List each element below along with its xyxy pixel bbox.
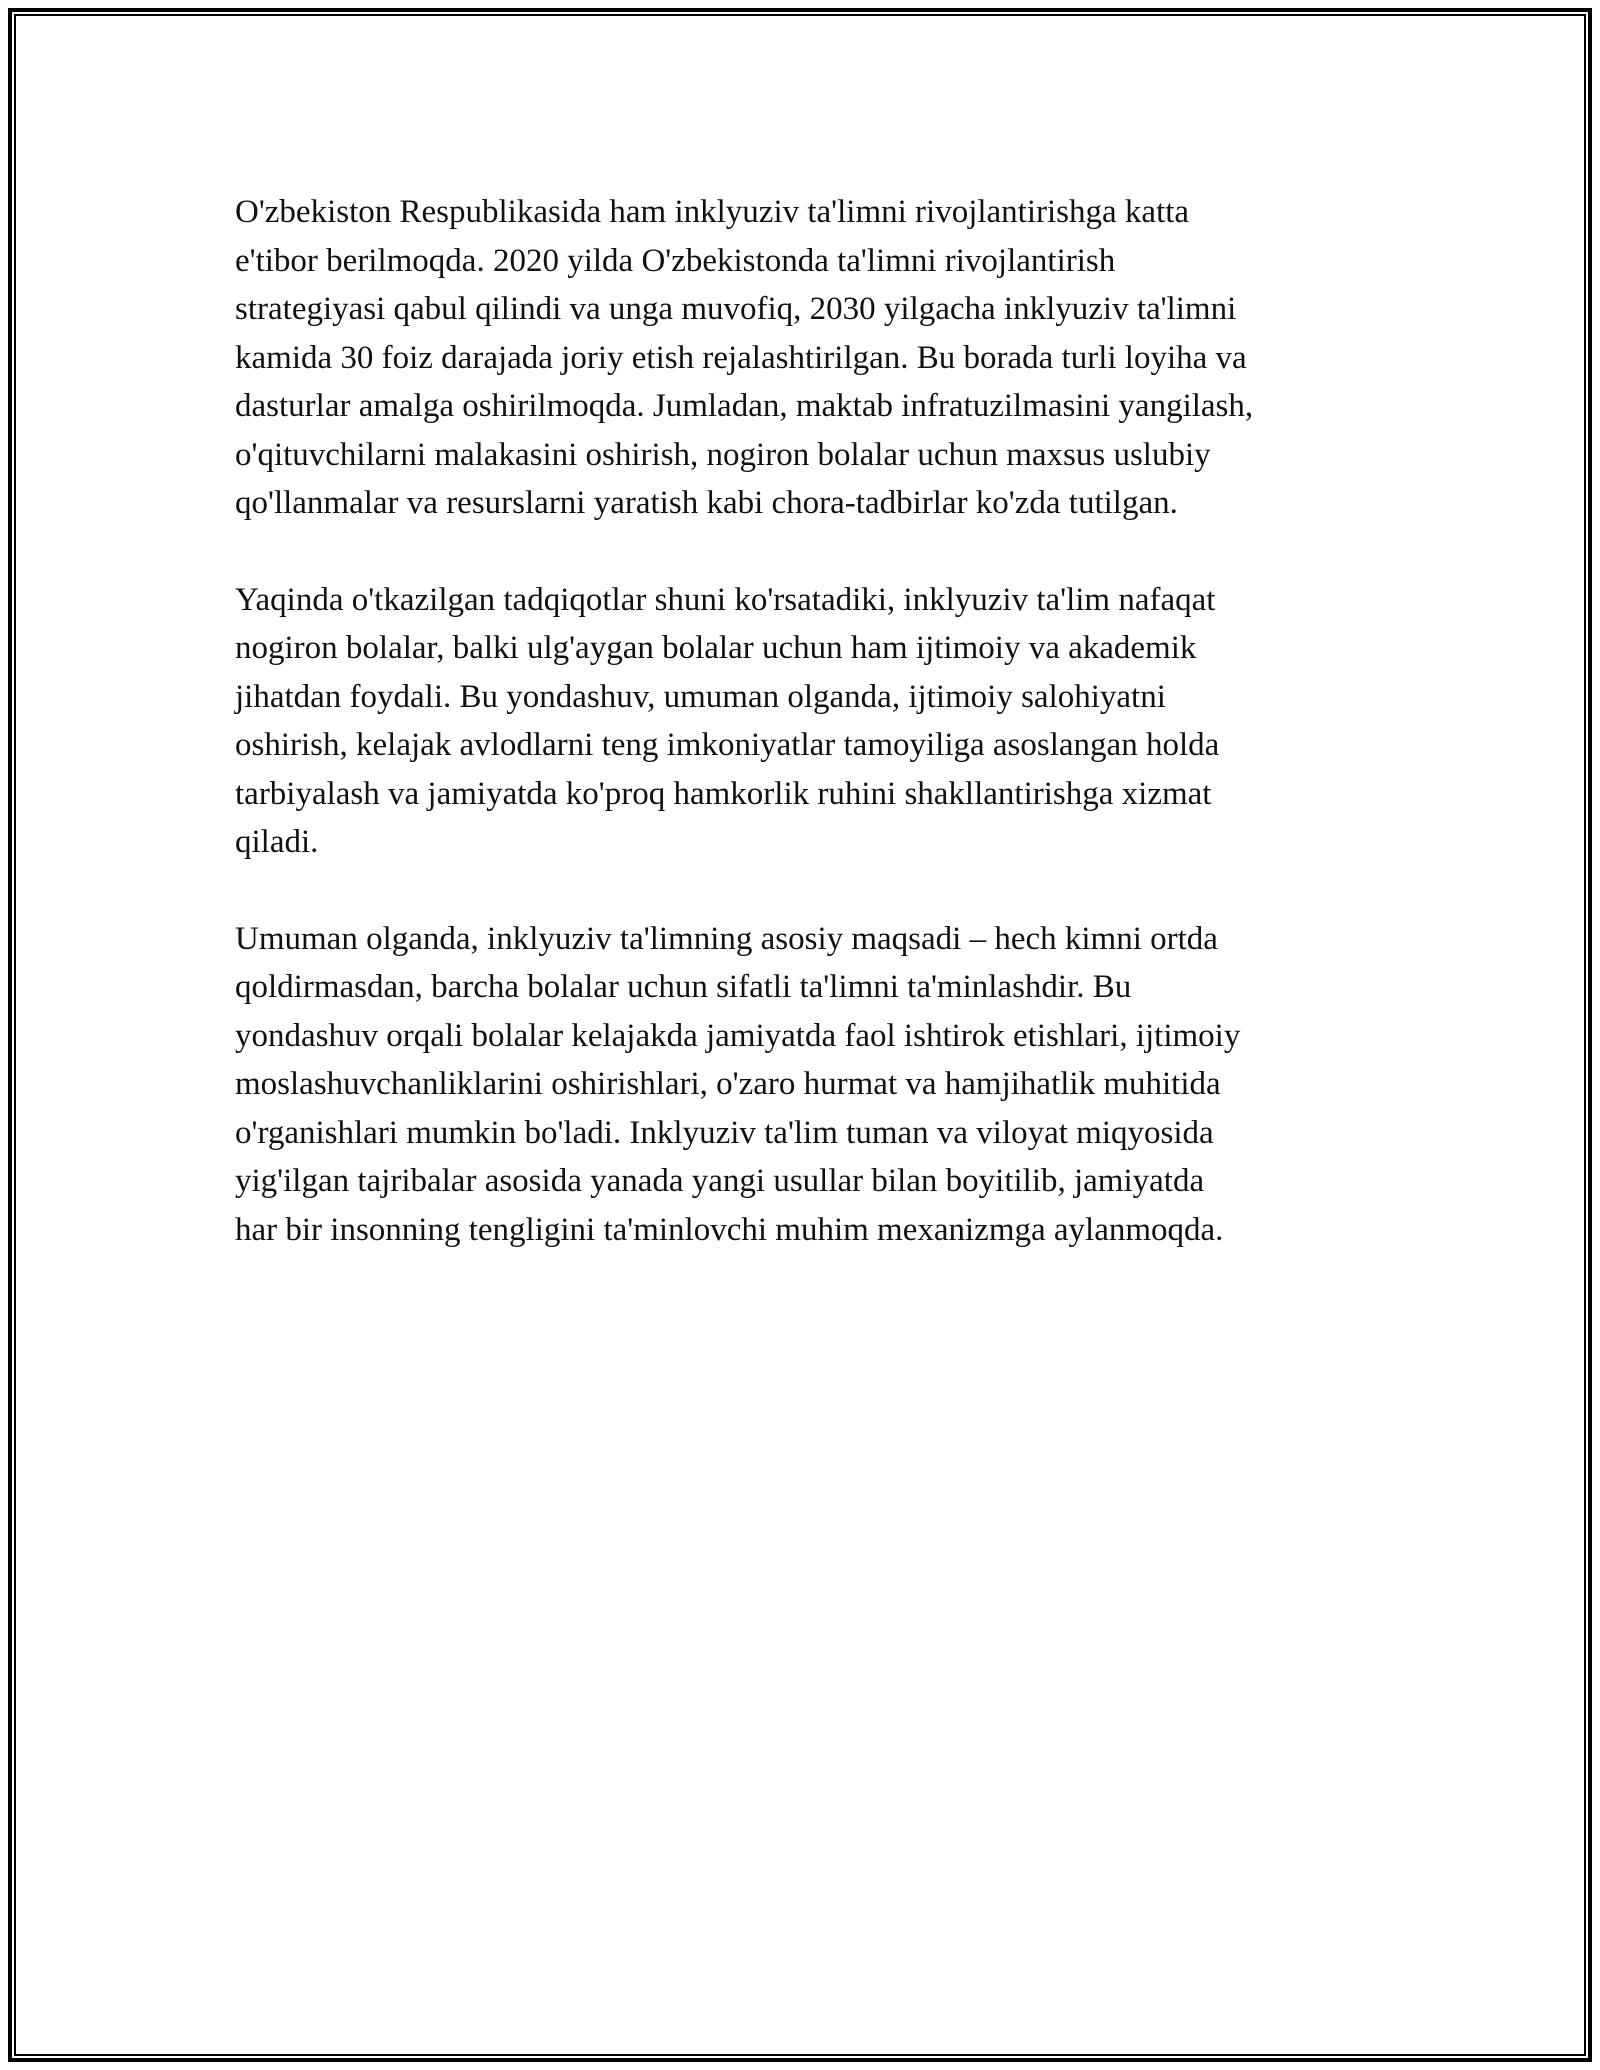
text-line: dasturlar amalga oshirilmoqda. Jumladan, maktab infratuzilmasini yangilash, (235, 388, 1254, 424)
text-line: yondashuv orqali bolalar kelajakda jamiyatda faol ishtirok etishlari, ijtimoiy (235, 1017, 1241, 1054)
text-line: yig'ilgan tajribalar asosida yanada yangi usullar bilan boyitilib, jamiyatda (235, 1163, 1205, 1199)
document-body (235, 188, 1385, 1302)
text-line: o'rganishlari mumkin bo'ladi. Inklyuziv ta'lim tuman va viloyat miqyosida (235, 1114, 1214, 1151)
text-line: Yaqinda o'tkazilgan tadqiqotlar shuni ko'rsatadiki, inklyuziv ta'lim nafaqat (235, 581, 1216, 618)
text-line: Umuman olganda, inklyuziv ta'limning asosiy maqsadi – hech kimni ortda (235, 920, 1218, 957)
paragraph-1 (235, 188, 1385, 528)
text-line: oshirish, kelajak avlodlarni teng imkoniyatlar tamoyiliga asoslangan holda (235, 727, 1220, 763)
text-line: moslashuvchanliklarini oshirishlari, o'zaro hurmat va hamjihatlik muhitida (235, 1066, 1221, 1102)
text-line: tarbiyalash va jamiyatda ko'proq hamkorlik ruhini shakllantirishga xizmat (235, 775, 1212, 812)
text-line: kamida 30 foiz darajada joriy etish rejalashtirilgan. Bu borada turli loyiha va (235, 339, 1247, 376)
text-line: nogiron bolalar, balki ulg'aygan bolalar uchun ham ijtimoiy va akademik (235, 630, 1197, 666)
text-line: jihatdan foydali. Bu yondashuv, umuman olganda, ijtimoiy salohiyatni (235, 678, 1166, 715)
paragraph-3 (235, 915, 1385, 1255)
paragraph-2 (235, 576, 1385, 867)
text-line: qiladi. (235, 824, 319, 860)
text-line: qo'llanmalar va resurslarni yaratish kabi chora-tadbirlar ko'zda tutilgan. (235, 485, 1178, 521)
text-line: o'qituvchilarni malakasini oshirish, nogiron bolalar uchun maxsus uslubiy (235, 436, 1211, 473)
text-line: har bir insonning tengligini ta'minlovchi muhim mexanizmga aylanmoqda. (235, 1211, 1224, 1248)
text-line: O'zbekiston Respublikasida ham inklyuziv ta'limni rivojlantirishga katta (235, 194, 1190, 230)
text-line: strategiyasi qabul qilindi va unga muvofiq, 2030 yilgacha inklyuziv ta'limni (235, 291, 1237, 327)
text-line: e'tibor berilmoqda. 2020 yilda O'zbekistonda ta'limni rivojlantirish (235, 242, 1116, 279)
text-line: qoldirmasdan, barcha bolalar uchun sifatli ta'limni ta'minlashdir. Bu (235, 969, 1132, 1005)
